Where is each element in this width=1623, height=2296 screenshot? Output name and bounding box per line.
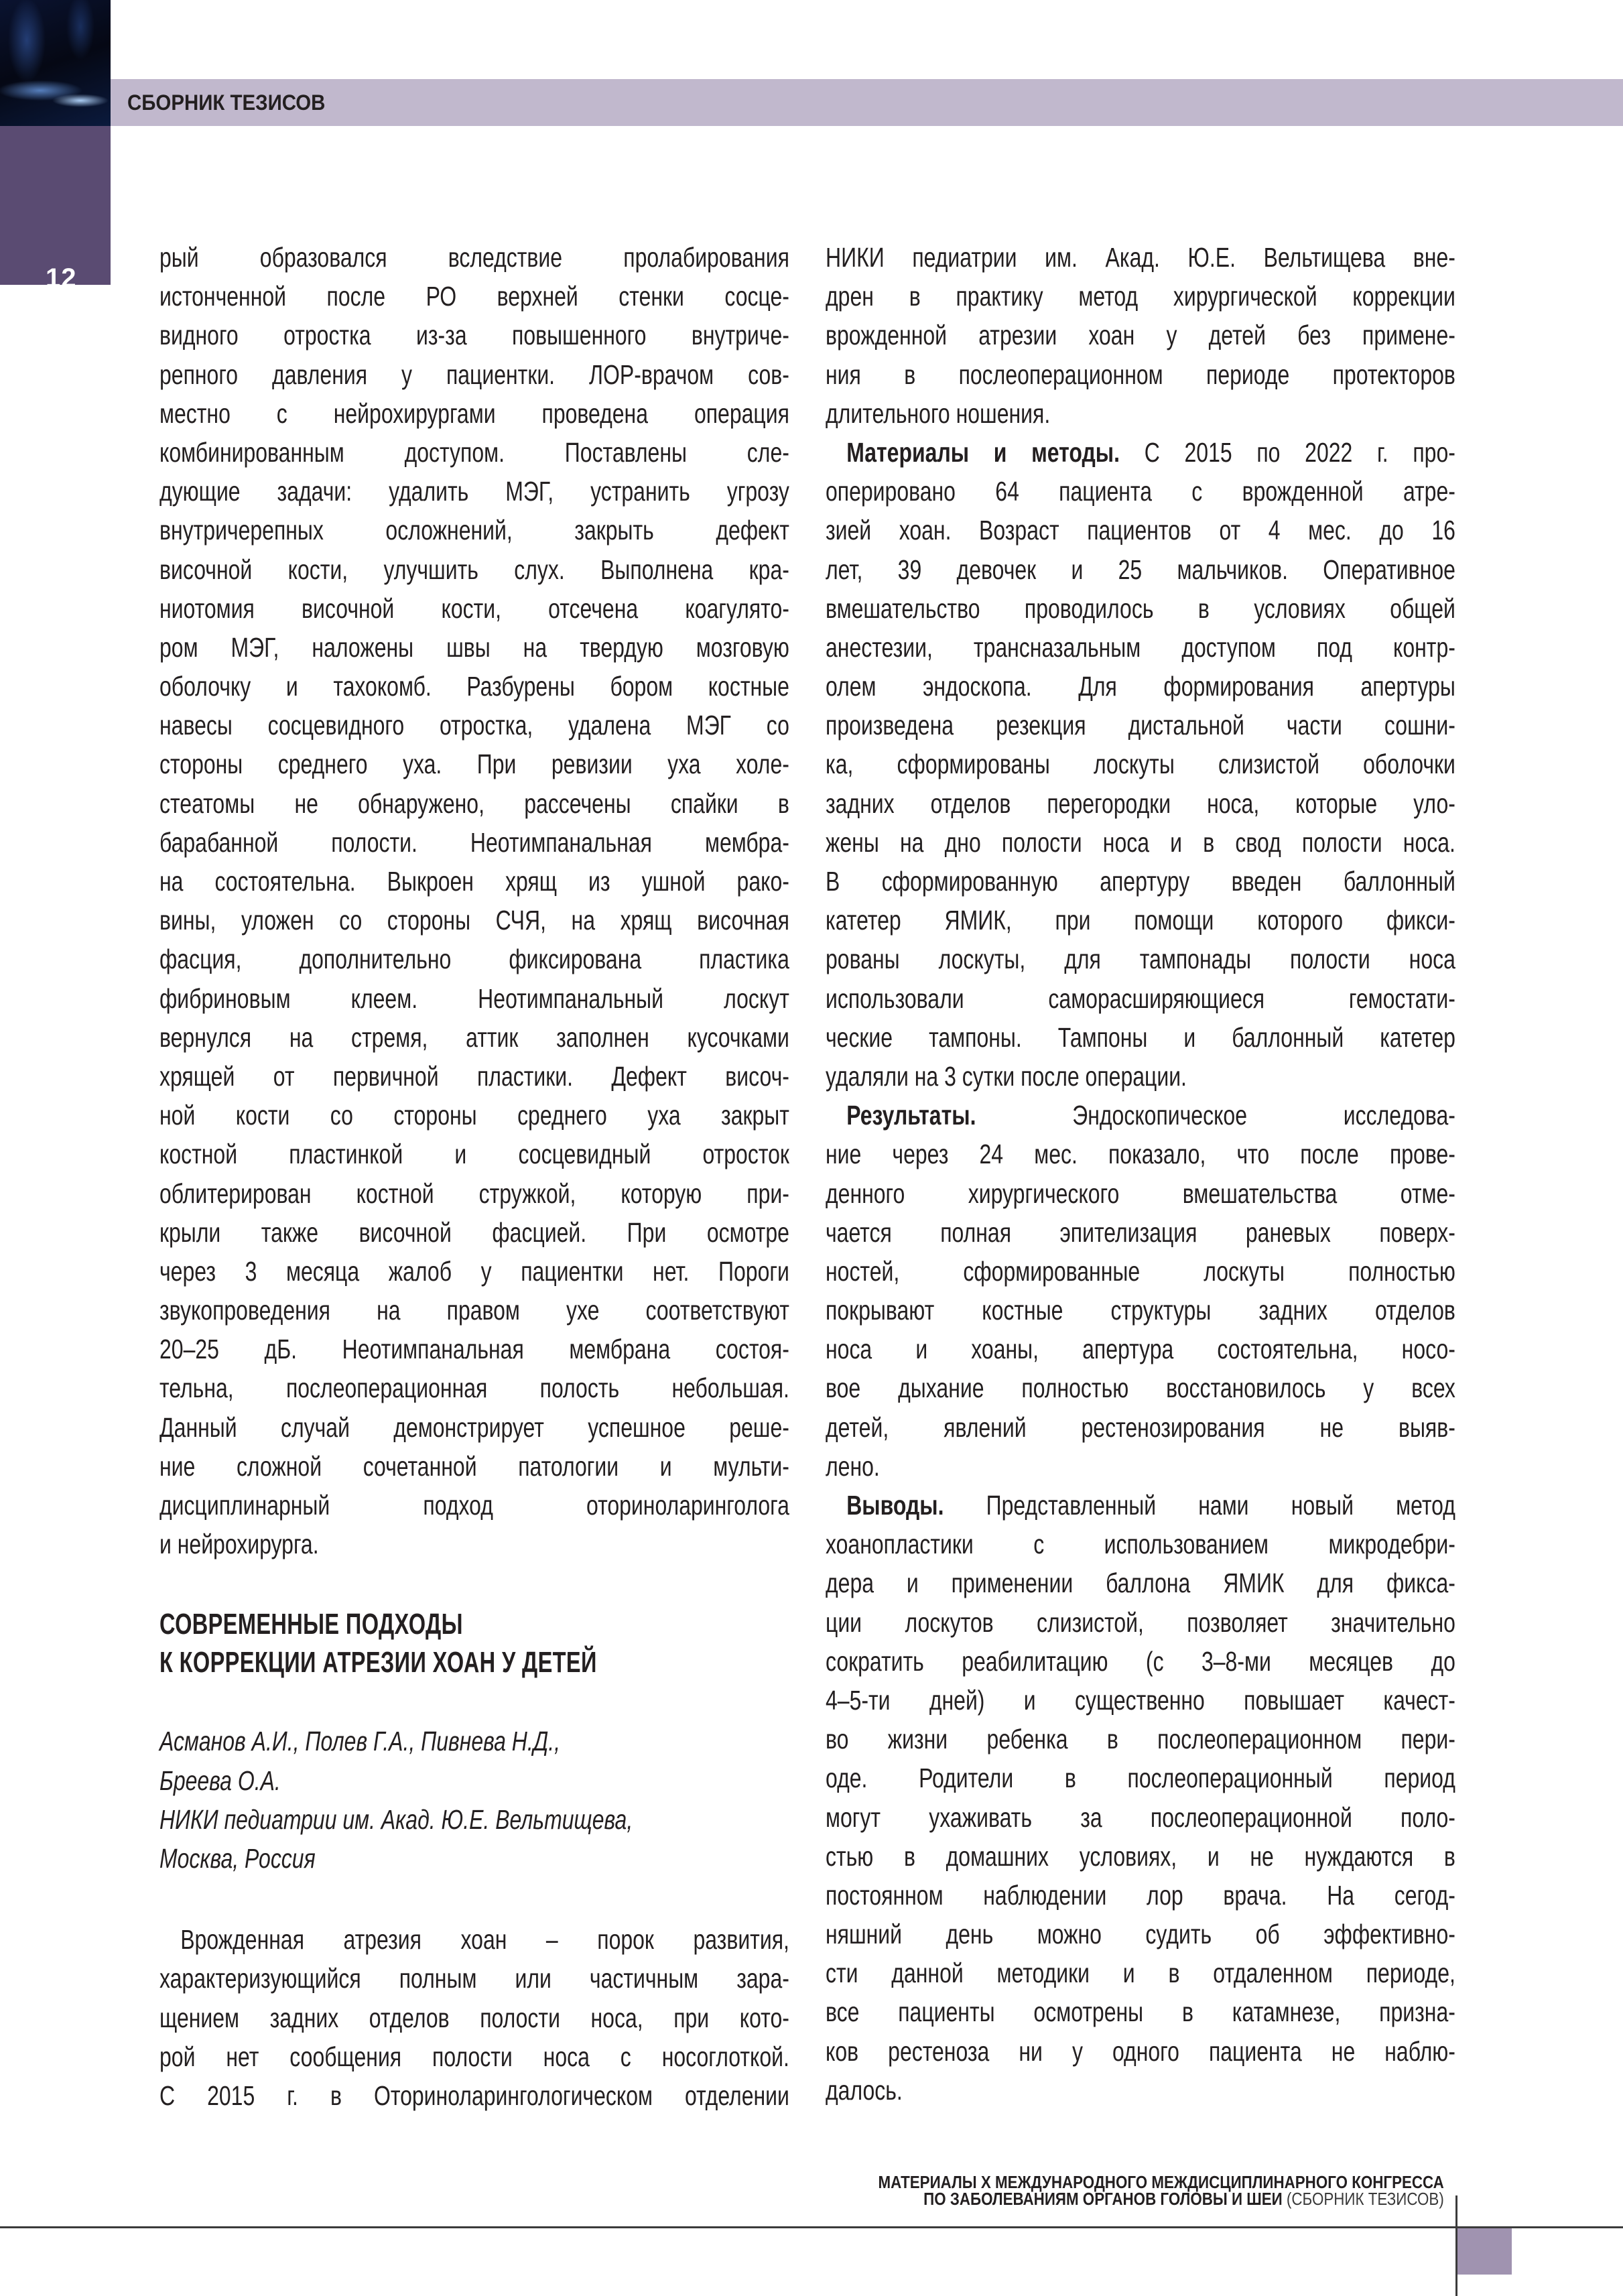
- text-line: носа и хоаны, апертура состоятельна, носо-: [826, 1334, 1455, 1365]
- footer-line-2: ПО ЗАБОЛЕВАНИЯМ ОРГАНОВ ГОЛОВЫ И ШЕИ (СБОРНИК ТЕЗИСОВ): [923, 2189, 1444, 2209]
- header-photo: [0, 0, 111, 126]
- text-line: облитерирован костной стружкой, которую при-: [159, 1177, 789, 1209]
- text-line: произведена резекция дистальной части сошни-: [826, 710, 1455, 741]
- text-line: ков рестеноза ни у одного пациента не наблю-: [826, 2035, 1455, 2067]
- location-line: Москва, Россия: [159, 1842, 316, 1874]
- text-line: барабанной полости. Неотимпанальная мембра-: [159, 826, 789, 858]
- text-line: хоанопластики с использованием микродебри-: [826, 1529, 1455, 1560]
- text-line: лет, 39 девочек и 25 мальчиков. Оперативное: [826, 554, 1455, 585]
- text-line: на состоятельна. Выкроен хрящ из ушной рако-: [159, 866, 789, 897]
- text-line: стеатомы не обнаружено, рассечены спайки в: [159, 787, 789, 819]
- results-section: [826, 1096, 1455, 1486]
- text-line: фибриновым клеем. Неотимпанальный лоскут: [159, 982, 789, 1014]
- article-title: [159, 1605, 789, 1681]
- footer-conference-title: [879, 2174, 1444, 2208]
- text-line: истонченной после РО верхней стенки сосце-: [159, 281, 789, 312]
- text-line: видного отростка из-за повышенного внутриче-: [159, 320, 789, 351]
- text-line: сти данной методики и в отдаленном периоде,: [826, 1958, 1455, 1989]
- section-title: СБОРНИК ТЕЗИСОВ: [127, 90, 326, 115]
- text-line: оде. Родители в послеоперационный период: [826, 1763, 1455, 1794]
- authors-line: Бреева О.А.: [159, 1765, 281, 1796]
- text-line: комбинированным доступом. Поставлены сле-: [159, 436, 789, 468]
- footer-line-1: МАТЕРИАЛЫ X МЕЖДУНАРОДНОГО МЕЖДИСЦИПЛИНАРНОГО КОНГРЕССА: [878, 2172, 1444, 2192]
- text-line: во жизни ребенка в послеоперационном пери-: [826, 1724, 1455, 1755]
- text-line: денного хирургического вмешательства отме-: [826, 1177, 1455, 1209]
- text-line: через 3 месяца жалоб у пациентки нет. Пороги: [159, 1255, 789, 1287]
- text-line: жены на дно полости носа и в свод полости носа.: [826, 826, 1455, 858]
- text-line: НИКИ педиатрии им. Акад. Ю.Е. Вельтищева вне-: [826, 242, 1455, 273]
- methods-label: Материалы и методы.: [846, 436, 1120, 468]
- intro-continuation: [826, 238, 1455, 433]
- text-line: длительного ношения.: [826, 397, 1051, 429]
- article-title-line: СОВРЕМЕННЫЕ ПОДХОДЫ: [159, 1608, 463, 1641]
- text-line: оперировано 64 пациента с врожденной атре-: [826, 476, 1455, 507]
- text-line: 20–25 дБ. Неотимпанальная мембрана состоя-: [159, 1334, 789, 1365]
- text-line: использовали саморасширяющиеся гемостати-: [826, 982, 1455, 1014]
- text-line: все пациенты осмотрены в катамнезе, призна-: [826, 1996, 1455, 2028]
- intro-paragraph: [159, 1920, 789, 2115]
- text-line: крыли также височной фасцией. При осмотре: [159, 1216, 789, 1248]
- text-line: дисциплинарный подход оториноларинголога: [159, 1490, 789, 1521]
- article-title-line: К КОРРЕКЦИИ АТРЕЗИИ ХОАН У ДЕТЕЙ: [159, 1646, 597, 1679]
- text-line: хрящей от первичной пластики. Дефект височ-: [159, 1060, 789, 1092]
- methods-first-line: Материалы и методы. С 2015 по 2022 г. про-: [846, 436, 1455, 468]
- text-line: ние через 24 мес. показало, что после прове-: [826, 1139, 1455, 1170]
- text-line: ром МЭГ, наложены швы на твердую мозговую: [159, 631, 789, 663]
- text-line: сократить реабилитацию (с 3–8-ми месяцев до: [826, 1645, 1455, 1677]
- text-line: С 2015 г. в Оториноларингологическом отделении: [159, 2080, 789, 2111]
- text-line: репного давления у пациентки. ЛОР-врачом сов-: [159, 359, 789, 390]
- text-line: височной кости, улучшить слух. Выполнена кра-: [159, 554, 789, 585]
- text-line: местно с нейрохирургами проведена операция: [159, 397, 789, 429]
- text-line: рованы лоскуты, для тампонады полости носа: [826, 944, 1455, 975]
- continuation-paragraph: [159, 238, 789, 1564]
- affiliation-line: НИКИ педиатрии им. Акад. Ю.Е. Вельтищева,: [159, 1803, 633, 1835]
- text-line: детей, явлений рестенозирования не выяв-: [826, 1411, 1455, 1443]
- authors-block: [159, 1722, 789, 1878]
- text-line: стью в домашних условиях, и не нуждаются в: [826, 1840, 1455, 1872]
- text-line: вое дыхание полностью восстановилось у всех: [826, 1373, 1455, 1404]
- methods-section: [826, 433, 1455, 1096]
- text-line: звукопроведения на правом ухе соответствуют: [159, 1295, 789, 1326]
- text-line: далось.: [826, 2074, 903, 2106]
- footer-rule: [0, 2226, 1623, 2228]
- results-label: Результаты.: [846, 1100, 976, 1131]
- text-line: Данный случай демонстрирует успешное реше-: [159, 1411, 789, 1443]
- right-column: [826, 238, 1455, 2110]
- page-side-bar: [0, 126, 111, 293]
- header-band: [111, 79, 1623, 126]
- page-number: 12: [46, 263, 77, 293]
- text-line: 4–5-ти дней) и существенно повышает качест-: [826, 1684, 1455, 1716]
- text-line: ка, сформированы лоскуты слизистой оболочки: [826, 749, 1455, 780]
- text-line: рый образовался вследствие пролабирования: [159, 242, 789, 273]
- text-line: ностей, сформированные лоскуты полностью: [826, 1255, 1455, 1287]
- left-column: [159, 238, 789, 2115]
- text-line: анестезии, трансназальным доступом под контр-: [826, 631, 1455, 663]
- text-line: ниотомия височной кости, отсечена коагулято-: [159, 592, 789, 624]
- text-line: дрен в практику метод хирургической коррекции: [826, 281, 1455, 312]
- text-line: фасция, дополнительно фиксирована пластика: [159, 944, 789, 975]
- text-line: дера и применении баллона ЯМИК для фикса-: [826, 1568, 1455, 1599]
- text-line: внутричерепных осложнений, закрыть дефект: [159, 515, 789, 546]
- text-line: ния в послеоперационном периоде протекторов: [826, 359, 1455, 390]
- text-line: оболочку и тахокомб. Разбурены бором костные: [159, 671, 789, 702]
- footer-accent-square: [1457, 2228, 1512, 2275]
- text-line: вмешательство проводилось в условиях общей: [826, 592, 1455, 624]
- text-line: задних отделов перегородки носа, которые уло-: [826, 787, 1455, 819]
- text-line: Врожденная атрезия хоан – порок развития,: [180, 1924, 789, 1956]
- text-line: катетер ЯМИК, при помощи которого фикси-: [826, 905, 1455, 936]
- text-line: ной кости со стороны среднего уха закрыт: [159, 1100, 789, 1131]
- text-line: зией хоан. Возраст пациентов от 4 мес. до 16: [826, 515, 1455, 546]
- text-line: вернулся на стремя, аттик заполнен кусочками: [159, 1021, 789, 1053]
- text-line: постоянном наблюдении лор врача. На сегод-: [826, 1879, 1455, 1911]
- conclusions-label: Выводы.: [846, 1490, 944, 1521]
- conclusions-first-line: Выводы. Представленный нами новый метод: [846, 1490, 1455, 1521]
- text-line: покрывают костные структуры задних отделов: [826, 1295, 1455, 1326]
- text-line: щением задних отделов полости носа, при кото-: [159, 2002, 789, 2033]
- conclusions-section: [826, 1486, 1455, 2110]
- results-first-line: Результаты. Эндоскопическое исследова-: [846, 1100, 1455, 1131]
- text-line: тельна, послеоперационная полость небольшая.: [159, 1373, 789, 1404]
- authors-line: Асманов А.И., Полев Г.А., Пивнева Н.Д.,: [159, 1726, 561, 1757]
- text-line: ции лоскутов слизистой, позволяет значительно: [826, 1606, 1455, 1638]
- text-line: олем эндоскопа. Для формирования апертуры: [826, 671, 1455, 702]
- text-line: дующие задачи: удалить МЭГ, устранить угрозу: [159, 476, 789, 507]
- text-line: могут ухаживать за послеоперационной поло-: [826, 1801, 1455, 1833]
- text-line: ческие тампоны. Тампоны и баллонный катетер: [826, 1021, 1455, 1053]
- text-line: рой нет сообщения полости носа с носоглоткой.: [159, 2041, 789, 2072]
- text-line: врожденной атрезии хоан у детей без примене-: [826, 320, 1455, 351]
- text-line: ние сложной сочетанной патологии и мульти-: [159, 1450, 789, 1482]
- text-line: няшний день можно судить об эффективно-: [826, 1919, 1455, 1950]
- text-line: лено.: [826, 1450, 880, 1482]
- text-line: чается полная эпителизация раневых поверх-: [826, 1216, 1455, 1248]
- text-line: удаляли на 3 сутки после операции.: [826, 1060, 1187, 1092]
- text-line: костной пластинкой и сосцевидный отросток: [159, 1139, 789, 1170]
- text-line: характеризующийся полным или частичным зара-: [159, 1963, 789, 1994]
- text-line: В сформированную апертуру введен баллонный: [826, 866, 1455, 897]
- text-line: стороны среднего уха. При ревизии уха холе-: [159, 749, 789, 780]
- text-line: и нейрохирурга.: [159, 1529, 319, 1560]
- text-line: вины, уложен со стороны СЧЯ, на хрящ височная: [159, 905, 789, 936]
- text-line: навесы сосцевидного отростка, удалена МЭГ со: [159, 710, 789, 741]
